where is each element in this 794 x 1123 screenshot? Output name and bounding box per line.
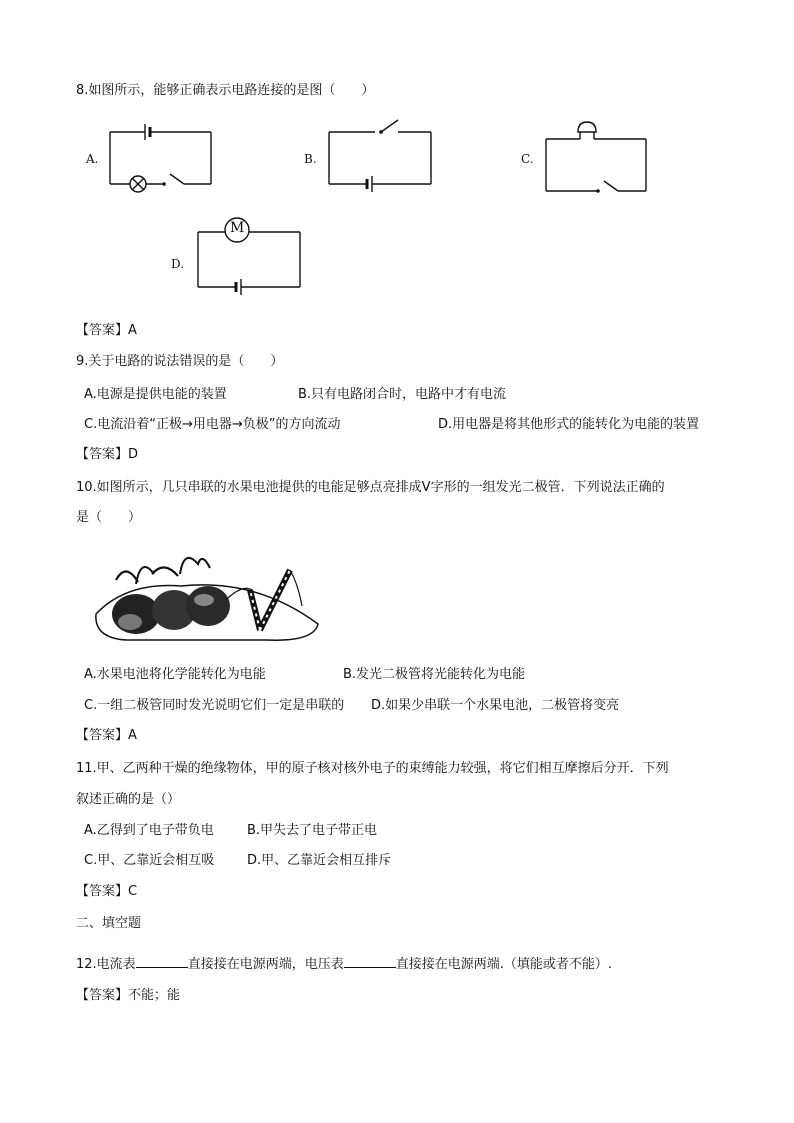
q11-option-a: A.乙得到了电子带负电 xyxy=(84,823,214,838)
fruit-battery-led-illustration xyxy=(86,544,322,650)
q9-option-a: A.电源是提供电能的装置 xyxy=(84,387,227,402)
q12-blank-1[interactable] xyxy=(136,955,188,968)
q8-option-c-label: C. xyxy=(521,152,534,166)
q11-option-c: C.甲、乙靠近会相互吸 xyxy=(84,853,215,868)
q11-option-b: B.甲失去了电子带正电 xyxy=(247,823,378,838)
q12-part1: 12.电流表 xyxy=(76,957,136,972)
section-title: 二、填空题 xyxy=(76,916,142,931)
q10-option-b: B.发光二极管将光能转化为电能 xyxy=(343,667,526,682)
q12-answer: 【答案】不能；能 xyxy=(76,988,181,1003)
motor-label: M xyxy=(230,220,245,236)
q9-option-c: C.电流沿着“正极→用电器→负极”的方向流动 xyxy=(84,417,341,432)
q9-answer: 【答案】D xyxy=(76,447,139,462)
q10-stem-line1: 10.如图所示，几只串联的水果电池提供的电能足够点亮排成V字形的一组发光二极管．下列说法正确的 xyxy=(76,480,665,495)
q10-stem-line2: 是（ ） xyxy=(76,510,142,525)
q11-answer: 【答案】C xyxy=(76,884,138,899)
q8-answer: 【答案】A xyxy=(76,323,137,338)
q11-option-d: D.甲、乙靠近会相互排斥 xyxy=(247,853,392,868)
q9-option-b: B.只有电路闭合时，电路中才有电流 xyxy=(298,387,507,402)
q8-option-d-label: D. xyxy=(171,257,185,271)
q12-blank-2[interactable] xyxy=(344,955,396,968)
q12-part3: 直接接在电源两端.（填能或者不能）. xyxy=(395,957,612,972)
q10-answer: 【答案】A xyxy=(76,728,137,743)
q11-stem-line2: 叙述正确的是（） xyxy=(76,792,181,807)
q8-option-b-label: B. xyxy=(304,152,317,166)
q10-option-d: D.如果少串联一个水果电池，二极管将变亮 xyxy=(371,698,620,713)
q12-stem xyxy=(76,955,612,974)
q8-stem: 8.如图所示，能够正确表示电路连接的是图（ ） xyxy=(76,83,375,98)
q11-stem-line1: 11.甲、乙两种干燥的绝缘物体，甲的原子核对核外电子的束缚能力较强，将它们相互摩擦后分开．下列 xyxy=(76,761,669,776)
q12-part2: 直接接在电源两端，电压表 xyxy=(187,957,344,972)
q10-option-c: C.一组二极管同时发光说明它们一定是串联的 xyxy=(84,698,345,713)
q10-option-a: A.水果电池将化学能转化为电能 xyxy=(84,667,266,682)
q9-option-d: D.用电器是将其他形式的能转化为电能的装置 xyxy=(438,417,700,432)
q8-option-a-label: A. xyxy=(86,152,99,166)
q9-stem: 9.关于电路的说法错误的是（ ） xyxy=(76,354,284,369)
